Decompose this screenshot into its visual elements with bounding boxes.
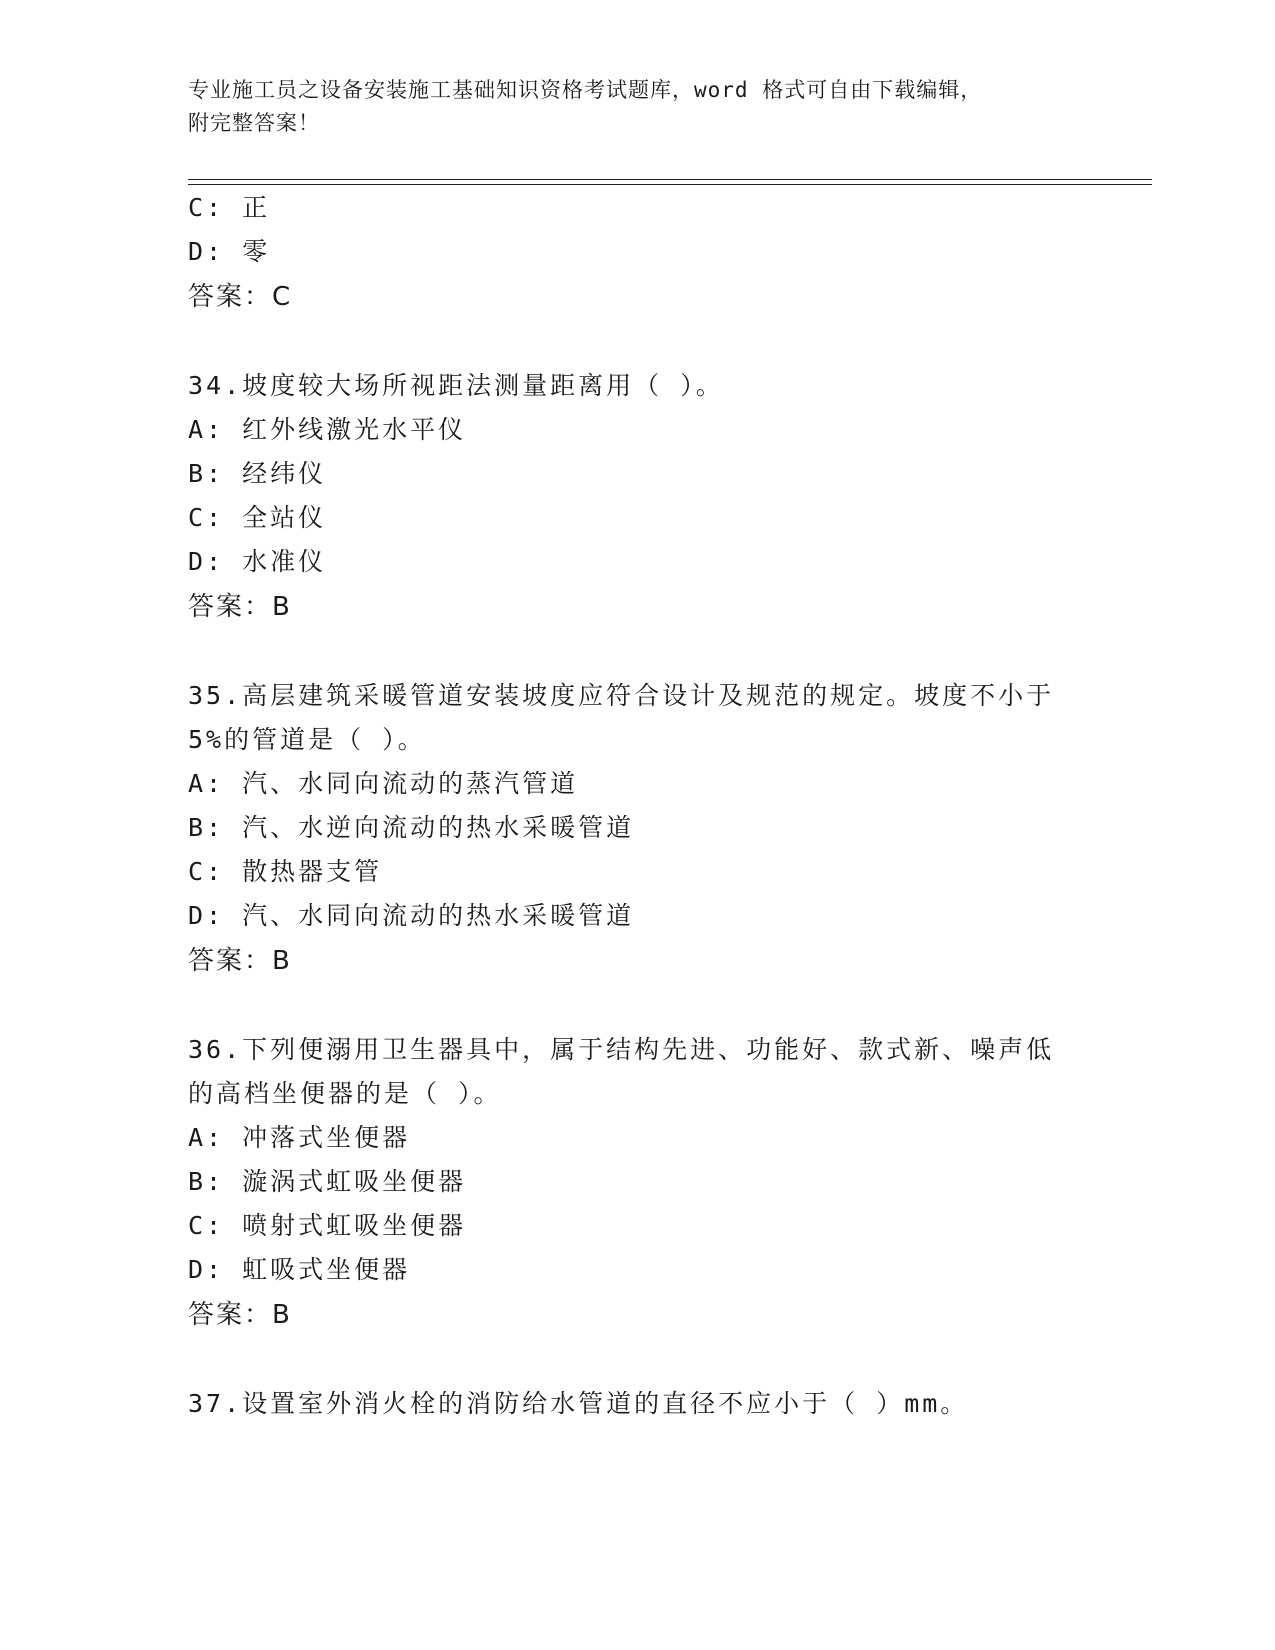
header-divider-top bbox=[188, 179, 1152, 180]
header-divider-bottom bbox=[188, 184, 1152, 185]
header-title-line-2: 附完整答案！ bbox=[188, 111, 320, 135]
answer-text: 答案：B bbox=[188, 946, 292, 976]
document-header bbox=[188, 74, 1068, 140]
option-d: D: 零 bbox=[188, 237, 271, 266]
option-d: D: 汽、水同向流动的热水采暖管道 bbox=[188, 901, 635, 930]
option-a: A: 冲落式坐便器 bbox=[188, 1123, 411, 1152]
question-stem-continued: 的高档坐便器的是（ ）。 bbox=[188, 1079, 502, 1108]
answer-text: 答案：B bbox=[188, 1300, 292, 1330]
option-a: A: 汽、水同向流动的蒸汽管道 bbox=[188, 769, 579, 798]
question-stem: 37.设置室外消火栓的消防给水管道的直径不应小于（ ）mm。 bbox=[188, 1389, 969, 1418]
answer-text: 答案：C bbox=[188, 282, 293, 312]
question-stem: 36.下列便溺用卫生器具中，属于结构先进、功能好、款式新、噪声低 bbox=[188, 1035, 1055, 1064]
question-stem: 34.坡度较大场所视距法测量距离用（ ）。 bbox=[188, 371, 724, 400]
option-b: B: 汽、水逆向流动的热水采暖管道 bbox=[188, 813, 635, 842]
option-c: C: 全站仪 bbox=[188, 503, 327, 532]
option-b: B: 漩涡式虹吸坐便器 bbox=[188, 1167, 467, 1196]
answer-text: 答案：B bbox=[188, 592, 292, 622]
option-c: C: 正 bbox=[188, 193, 271, 222]
header-title-line-1: 专业施工员之设备安装施工基础知识资格考试题库，word 格式可自由下载编辑， bbox=[188, 78, 983, 102]
question-stem-continued: 5%的管道是（ ）。 bbox=[188, 725, 426, 754]
option-d: D: 虹吸式坐便器 bbox=[188, 1255, 411, 1284]
option-d: D: 水准仪 bbox=[188, 547, 327, 576]
question-stem: 35.高层建筑采暖管道安装坡度应符合设计及规范的规定。坡度不小于 bbox=[188, 681, 1055, 710]
option-c: C: 散热器支管 bbox=[188, 857, 383, 886]
option-a: A: 红外线激光水平仪 bbox=[188, 415, 467, 444]
option-c: C: 喷射式虹吸坐便器 bbox=[188, 1211, 467, 1240]
option-b: B: 经纬仪 bbox=[188, 459, 327, 488]
